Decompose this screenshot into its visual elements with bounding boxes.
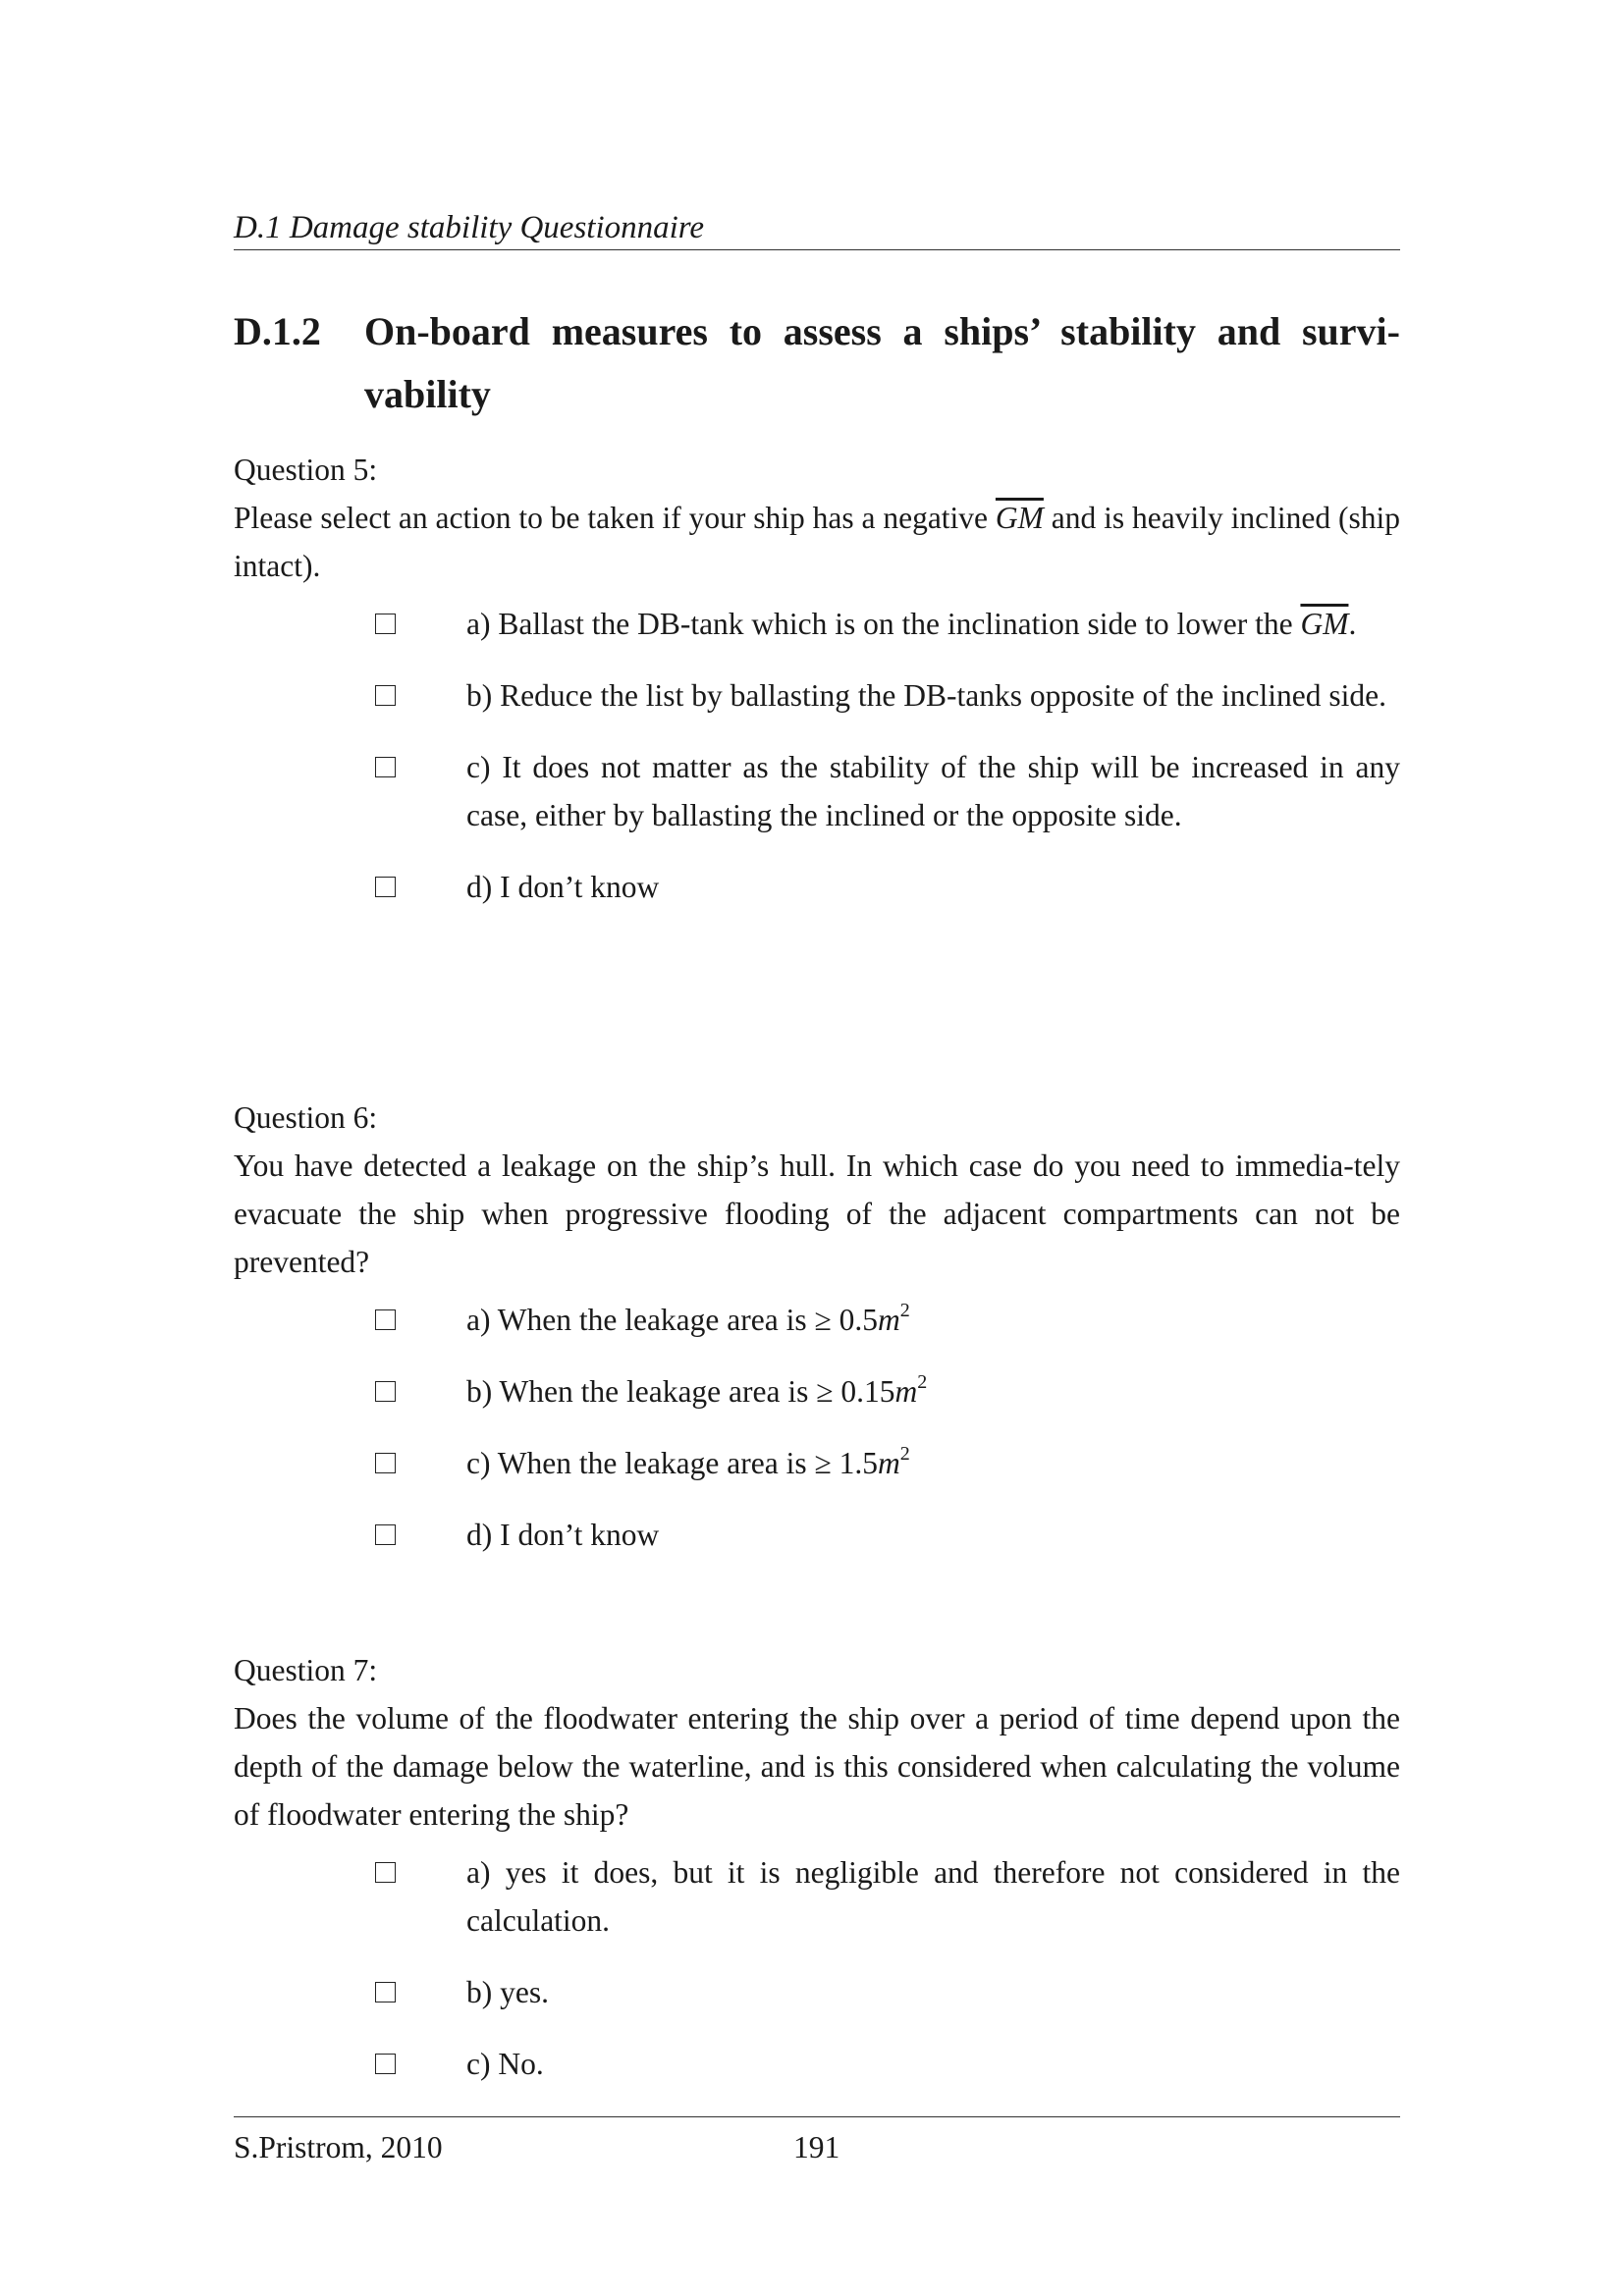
footer-rule	[234, 2116, 1400, 2117]
checkbox[interactable]	[375, 685, 396, 706]
page-number: 191	[793, 2130, 840, 2164]
question-text: Does the volume of the floodwater entering the ship over a period of time depend upon the depth of the damage below the waterline, and is this considered when calculating the volume of floodwater entering the ship?	[234, 1701, 1400, 1832]
option-label: c) When the leakage area is ≥ $1.5m^2$	[466, 1443, 910, 1480]
answer-option-d	[234, 1511, 1400, 1559]
question-label: Question 6:	[234, 1100, 378, 1135]
option-label: a) yes it does, but it is negligible and therefore not considered in the calculation.	[466, 1855, 1400, 1938]
option-label: b) When the leakage area is ≥ $0.15m^2$	[466, 1371, 928, 1409]
answer-option-b	[234, 1968, 1400, 2016]
checkbox[interactable]	[375, 1309, 396, 1330]
answer-option-a	[234, 600, 1400, 648]
answer-option-c	[234, 1439, 1400, 1487]
option-label: a) When the leakage area is ≥ $0.5m^2$	[466, 1300, 910, 1337]
option-label: a) Ballast the DB-tank which is on the inclination side to lower the $\overline{GM}$.	[466, 607, 1357, 641]
answer-options	[234, 600, 1400, 911]
option-label: c) It does not matter as the stability of the ship will be increased in any case, either by ballasting the inclined or the opposite side.	[466, 750, 1400, 832]
answer-option-c	[234, 743, 1400, 839]
answer-option-a	[234, 1296, 1400, 1344]
checkbox[interactable]	[375, 757, 396, 777]
question-label: Question 7:	[234, 1653, 378, 1687]
gm-symbol: $\overline{GM}$	[995, 501, 1044, 535]
section-number: D.1.2	[234, 309, 321, 353]
question-5	[234, 446, 1400, 934]
checkbox[interactable]	[375, 1524, 396, 1545]
answer-option-a	[234, 1848, 1400, 1945]
option-label: b) Reduce the list by ballasting the DB-tanks opposite of the inclined side.	[466, 678, 1386, 713]
header-rule	[234, 249, 1400, 250]
answer-options	[234, 1296, 1400, 1559]
question-text: Please select an action to be taken if your ship has a negative $\overline{GM}$ and is heavily inclined (ship intact).	[234, 501, 1400, 583]
footer-author: S.Pristrom, 2010	[234, 2130, 443, 2164]
checkbox[interactable]	[375, 614, 396, 634]
question-6	[234, 1094, 1400, 1582]
question-text: You have detected a leakage on the ship’s hull. In which case do you need to immedia-tely evacuate the ship when progressive flooding of the adjacent compartments can not be prevented?	[234, 1148, 1400, 1279]
option-label: d) I don’t know	[466, 870, 660, 904]
question-7	[234, 1646, 1400, 2111]
answer-option-b	[234, 1367, 1400, 1415]
answer-option-d	[234, 863, 1400, 911]
option-label: c) No.	[466, 2047, 544, 2081]
checkbox[interactable]	[375, 1453, 396, 1473]
checkbox[interactable]	[375, 2054, 396, 2074]
answer-options	[234, 1848, 1400, 2088]
page	[234, 0, 1400, 2296]
section-title: On-board measures to assess a ships’ stability and survi-vability	[364, 309, 1400, 416]
checkbox[interactable]	[375, 1381, 396, 1402]
answer-option-c	[234, 2040, 1400, 2088]
checkbox[interactable]	[375, 877, 396, 897]
option-label: d) I don’t know	[466, 1518, 660, 1552]
running-head: D.1 Damage stability Questionnaire	[234, 210, 705, 245]
checkbox[interactable]	[375, 1862, 396, 1883]
option-label: b) yes.	[466, 1975, 549, 2009]
checkbox[interactable]	[375, 1982, 396, 2002]
question-label: Question 5:	[234, 453, 378, 487]
answer-option-b	[234, 671, 1400, 720]
gm-symbol: $\overline{GM}$	[1300, 607, 1349, 641]
